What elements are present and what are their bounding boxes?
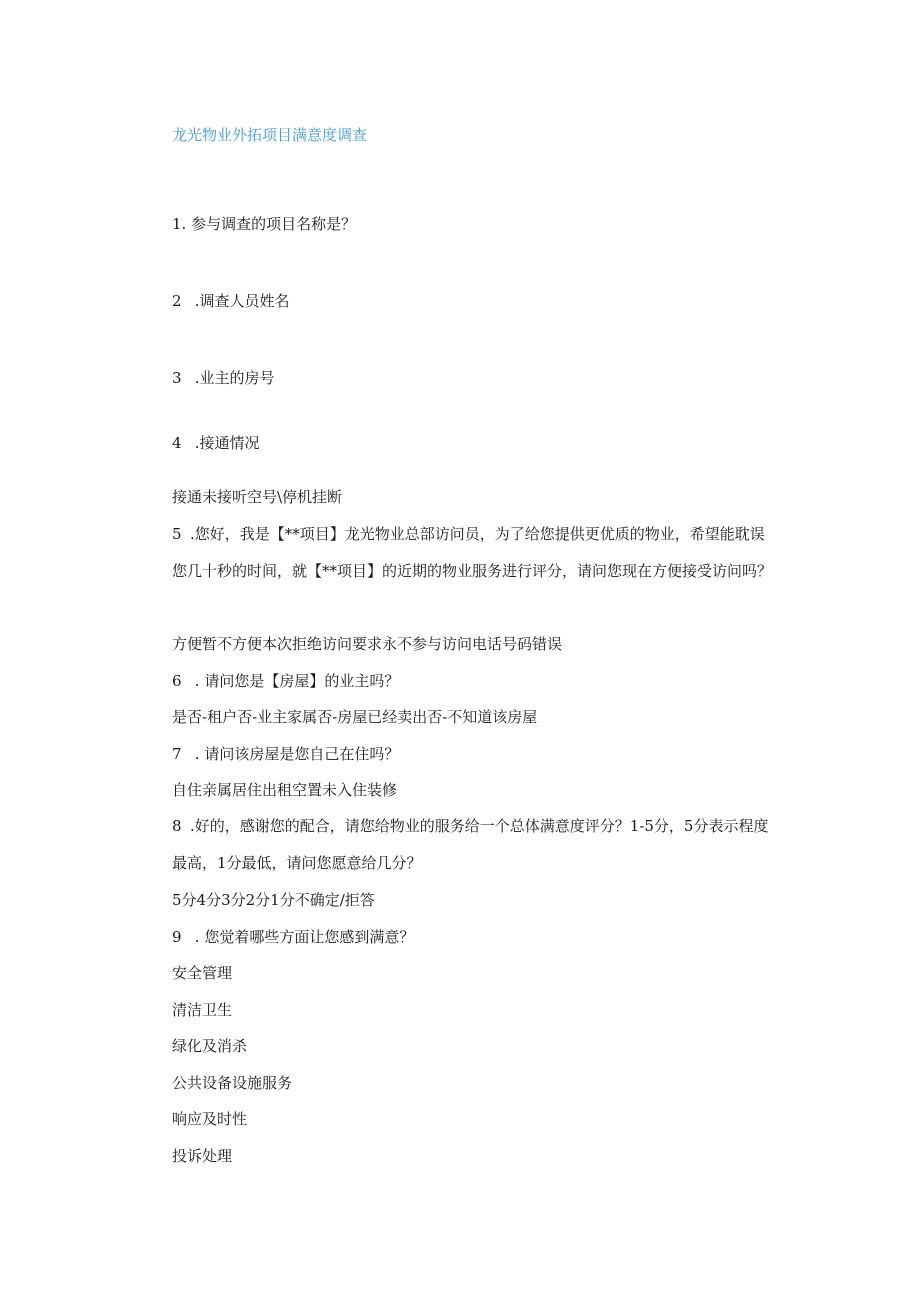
question-2-text: .调查人员姓名 <box>194 292 290 310</box>
question-4-number: 4 <box>172 434 182 452</box>
question-9-option: 公共设备设施服务 <box>172 1074 293 1092</box>
question-1 <box>172 214 356 234</box>
question-8-number: 8 <box>172 817 182 835</box>
question-7-text: . 请问该房屋是您自己在住吗？ <box>194 745 400 763</box>
question-9-text: . 您觉着哪些方面让您感到满意？ <box>194 928 415 946</box>
question-5 <box>172 516 778 589</box>
question-6 <box>172 671 399 691</box>
question-8 <box>172 808 778 881</box>
question-1-text: 1. 参与调查的项目名称是？ <box>172 215 357 233</box>
question-7 <box>172 744 399 764</box>
question-9 <box>172 927 414 947</box>
question-9-option: 安全管理 <box>172 964 233 982</box>
question-2 <box>172 291 290 311</box>
question-4 <box>172 433 260 453</box>
question-8-text: .好的，感谢您的配合，请您给物业的服务给一个总体满意度评分？1-5分，5分表示程度最高，1分最低，请问您愿意给几分？ <box>172 817 769 872</box>
question-8-options: 5分4分3分2分1分不确定/拒答 <box>172 891 375 909</box>
question-7-options: 自住亲属居住出租空置未入住装修 <box>172 781 398 799</box>
question-5-text: .您好，我是【**项目】龙光物业总部访问员，为了给您提供更优质的物业，希望能耽误您几十秒的时间，就【**项目】的近期的物业服务进行评分，请问您现在方便接受访问吗？ <box>172 525 773 580</box>
question-3-text: .业主的房号 <box>194 369 275 387</box>
question-4-options: 接通未接听空号\停机挂断 <box>172 488 343 506</box>
question-9-option: 清洁卫生 <box>172 1001 233 1019</box>
question-3 <box>172 368 275 388</box>
question-9-number: 9 <box>172 928 182 946</box>
question-6-options: 是否-租户否-业主家属否-房屋已经卖出否-不知道该房屋 <box>172 708 538 726</box>
question-6-text: . 请问您是【房屋】的业主吗？ <box>194 672 400 690</box>
question-3-number: 3 <box>172 369 182 387</box>
question-2-number: 2 <box>172 292 182 310</box>
question-6-number: 6 <box>172 672 182 690</box>
question-9-option: 响应及时性 <box>172 1110 248 1128</box>
question-9-option: 绿化及消杀 <box>172 1037 248 1055</box>
question-9-option: 投诉处理 <box>172 1147 233 1165</box>
question-7-number: 7 <box>172 745 182 763</box>
question-5-number: 5 <box>172 525 182 543</box>
page-title: 龙光物业外拓项目满意度调查 <box>172 126 368 144</box>
question-5-options: 方便暂不方便本次拒绝访问要求永不参与访问电话号码错误 <box>172 635 563 653</box>
question-4-text: .接通情况 <box>194 434 260 452</box>
